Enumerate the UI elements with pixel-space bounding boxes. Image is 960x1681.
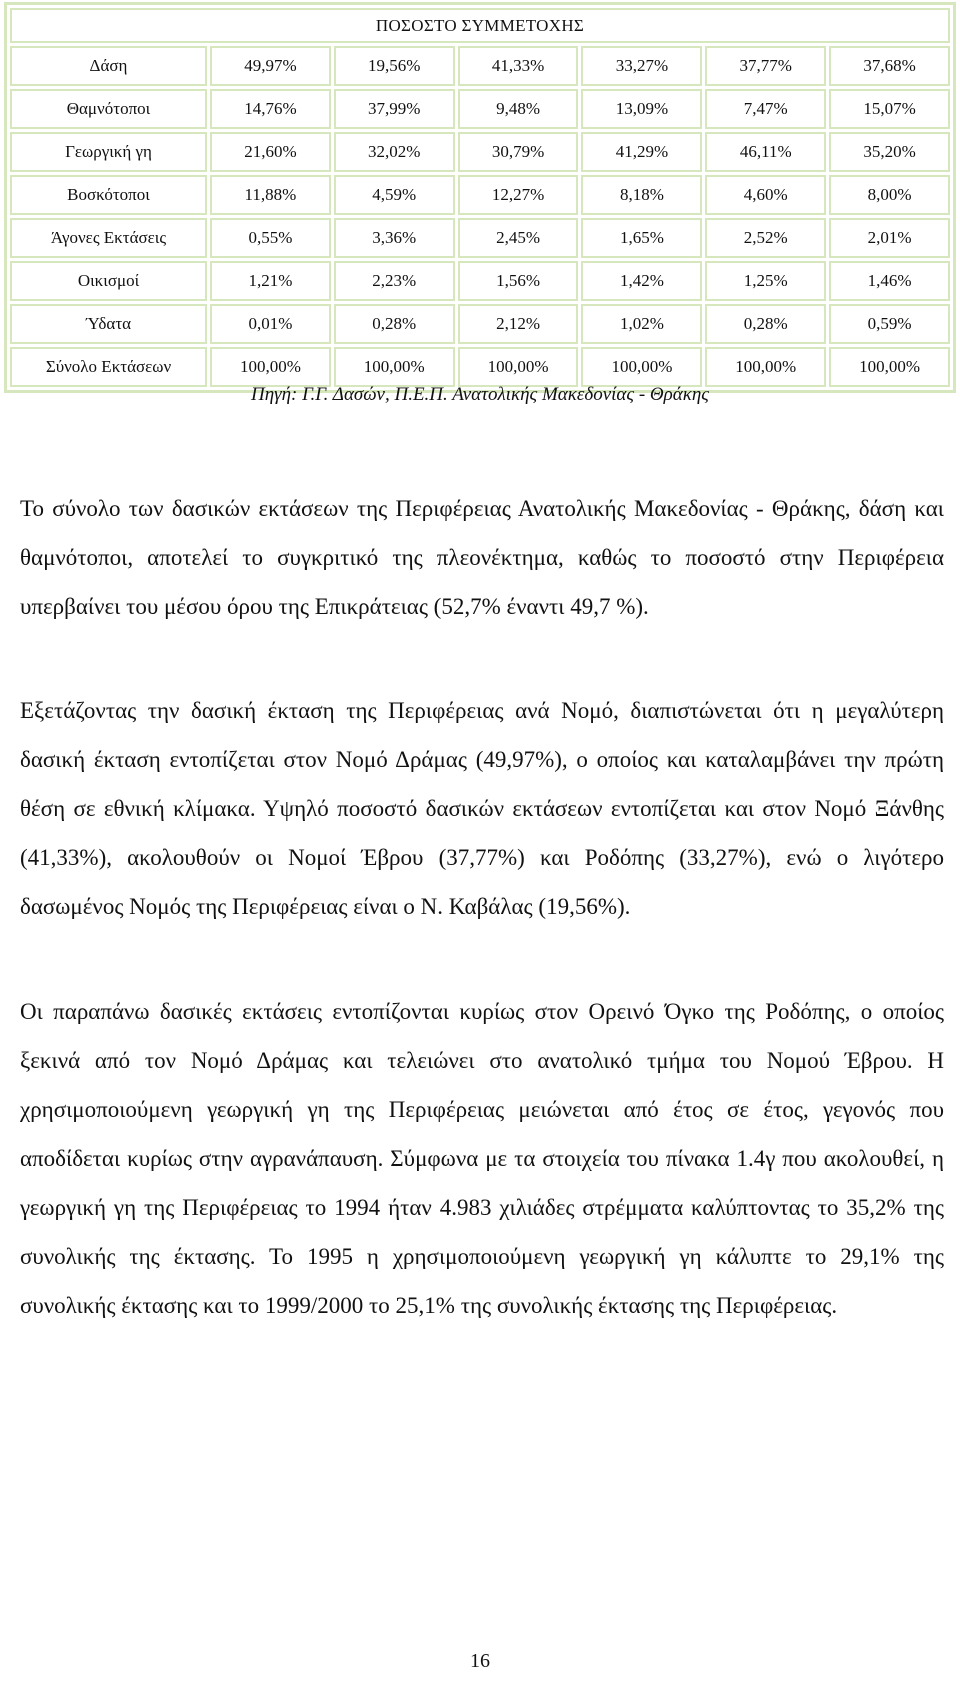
table-cell: 0,55% — [210, 218, 331, 258]
table-cell: 4,59% — [334, 175, 455, 215]
table-cell: 7,47% — [705, 89, 826, 129]
table-cell: 1,02% — [581, 304, 702, 344]
table-cell: 100,00% — [210, 347, 331, 387]
table-cell: 30,79% — [458, 132, 579, 172]
table-cell: 15,07% — [829, 89, 950, 129]
row-label: Ύδατα — [10, 304, 207, 344]
table-cell: 12,27% — [458, 175, 579, 215]
table-cell: 0,59% — [829, 304, 950, 344]
table-cell: 46,11% — [705, 132, 826, 172]
page-number: 16 — [470, 1650, 490, 1672]
row-label: Βοσκότοποι — [10, 175, 207, 215]
body-paragraph-3: Οι παραπάνω δασικές εκτάσεις εντοπίζονται κυρίως στον Ορεινό Όγκο της Ροδόπης, ο οποίος ξεκινά από τον Νομό Δράμας και τελειώνει στο ανατολικό τμήμα του Νομού Έβρου. Η χρησιμοποιούμενη γεωργική γη της Περιφέρειας μειώνεται από έτος σε έτος, γεγονός που αποδίδεται κυρίως στην αγρανάπαυση. Σύμφωνα με τα στοιχεία του πίνακα 1.4γ που ακολουθεί, η γεωργική γη της Περιφέρειας το 1994 ήταν 4.983 χιλιάδες στρέμματα καλύπτοντας το 35,2% της συνολικής της έκτασης. Το 1995 η χρησιμοποιούμενη γεωργική γη κάλυπτε το 29,1% της συνολικής έκτασης και το 1999/2000 το 25,1% της συνολικής έκτασης της Περιφέρειας. — [20, 999, 944, 1318]
row-label: Σύνολο Εκτάσεων — [10, 347, 207, 387]
body-paragraph-1: Το σύνολο των δασικών εκτάσεων της Περιφέρειας Ανατολικής Μακεδονίας - Θράκης, δάση και θαμνότοποι, αποτελεί το συγκριτικό της πλεονέκτημα, καθώς το ποσοστό στην Περιφέρεια υπερβαίνει του μέσου όρου της Επικράτειας (52,7% έναντι 49,7 %). — [20, 496, 944, 619]
table-row — [10, 218, 950, 258]
table-cell: 0,01% — [210, 304, 331, 344]
table-row — [10, 175, 950, 215]
table-cell: 1,42% — [581, 261, 702, 301]
table-cell: 9,48% — [458, 89, 579, 129]
table-cell: 0,28% — [334, 304, 455, 344]
table-source-caption: Πηγή: Γ.Γ. Δασών, Π.Ε.Π. Ανατολικής Μακεδονίας - Θράκης — [251, 384, 709, 405]
table-cell: 2,01% — [829, 218, 950, 258]
row-label: Δάση — [10, 46, 207, 86]
table-cell: 37,77% — [705, 46, 826, 86]
table-cell: 2,52% — [705, 218, 826, 258]
table-cell: 19,56% — [334, 46, 455, 86]
table-row — [10, 132, 950, 172]
table-cell: 41,33% — [458, 46, 579, 86]
table-header-row — [10, 8, 950, 43]
table-cell: 37,99% — [334, 89, 455, 129]
table-row — [10, 261, 950, 301]
table-cell: 1,56% — [458, 261, 579, 301]
table-cell: 1,65% — [581, 218, 702, 258]
table-cell: 1,21% — [210, 261, 331, 301]
body-paragraph-2: Εξετάζοντας την δασική έκταση της Περιφέρειας ανά Νομό, διαπιστώνεται ότι η μεγαλύτερη δασική έκταση εντοπίζεται στον Νομό Δράμας (49,97%), ο οποίος και καταλαμβάνει την πρώτη θέση σε εθνική κλίμακα. Υψηλό ποσοστό δασικών εκτάσεων εντοπίζεται και στον Νομό Ξάνθης (41,33%), ακολουθούν οι Νομοί Έβρου (37,77%) και Ροδόπης (33,27%), ενώ ο λιγότερο δασωμένος Νομός της Περιφέρειας είναι ο Ν. Καβάλας (19,56%). — [20, 698, 944, 919]
table-cell: 1,46% — [829, 261, 950, 301]
table-cell: 32,02% — [334, 132, 455, 172]
table-cell: 1,25% — [705, 261, 826, 301]
table-cell: 37,68% — [829, 46, 950, 86]
table-cell: 49,97% — [210, 46, 331, 86]
table-cell: 100,00% — [581, 347, 702, 387]
table-cell: 13,09% — [581, 89, 702, 129]
table-cell: 8,00% — [829, 175, 950, 215]
table-cell: 2,12% — [458, 304, 579, 344]
table-cell: 0,28% — [705, 304, 826, 344]
table-cell: 100,00% — [829, 347, 950, 387]
table-cell: 100,00% — [458, 347, 579, 387]
row-label: Οικισμοί — [10, 261, 207, 301]
table-cell: 14,76% — [210, 89, 331, 129]
row-label: Θαμνότοποι — [10, 89, 207, 129]
land-use-table — [4, 2, 956, 393]
table-cell: 33,27% — [581, 46, 702, 86]
table-cell: 41,29% — [581, 132, 702, 172]
table-cell: 4,60% — [705, 175, 826, 215]
table-cell: 2,23% — [334, 261, 455, 301]
table-header: ΠΟΣΟΣΤΟ ΣΥΜΜΕΤΟΧΗΣ — [10, 8, 950, 43]
table-cell: 2,45% — [458, 218, 579, 258]
table-row — [10, 304, 950, 344]
table-row-total — [10, 347, 950, 387]
row-label: Γεωργική γη — [10, 132, 207, 172]
table-cell: 11,88% — [210, 175, 331, 215]
table-cell: 8,18% — [581, 175, 702, 215]
table-cell: 35,20% — [829, 132, 950, 172]
table-row — [10, 89, 950, 129]
table-cell: 21,60% — [210, 132, 331, 172]
table-cell: 100,00% — [334, 347, 455, 387]
table-row — [10, 46, 950, 86]
row-label: Άγονες Εκτάσεις — [10, 218, 207, 258]
table-cell: 100,00% — [705, 347, 826, 387]
table-cell: 3,36% — [334, 218, 455, 258]
